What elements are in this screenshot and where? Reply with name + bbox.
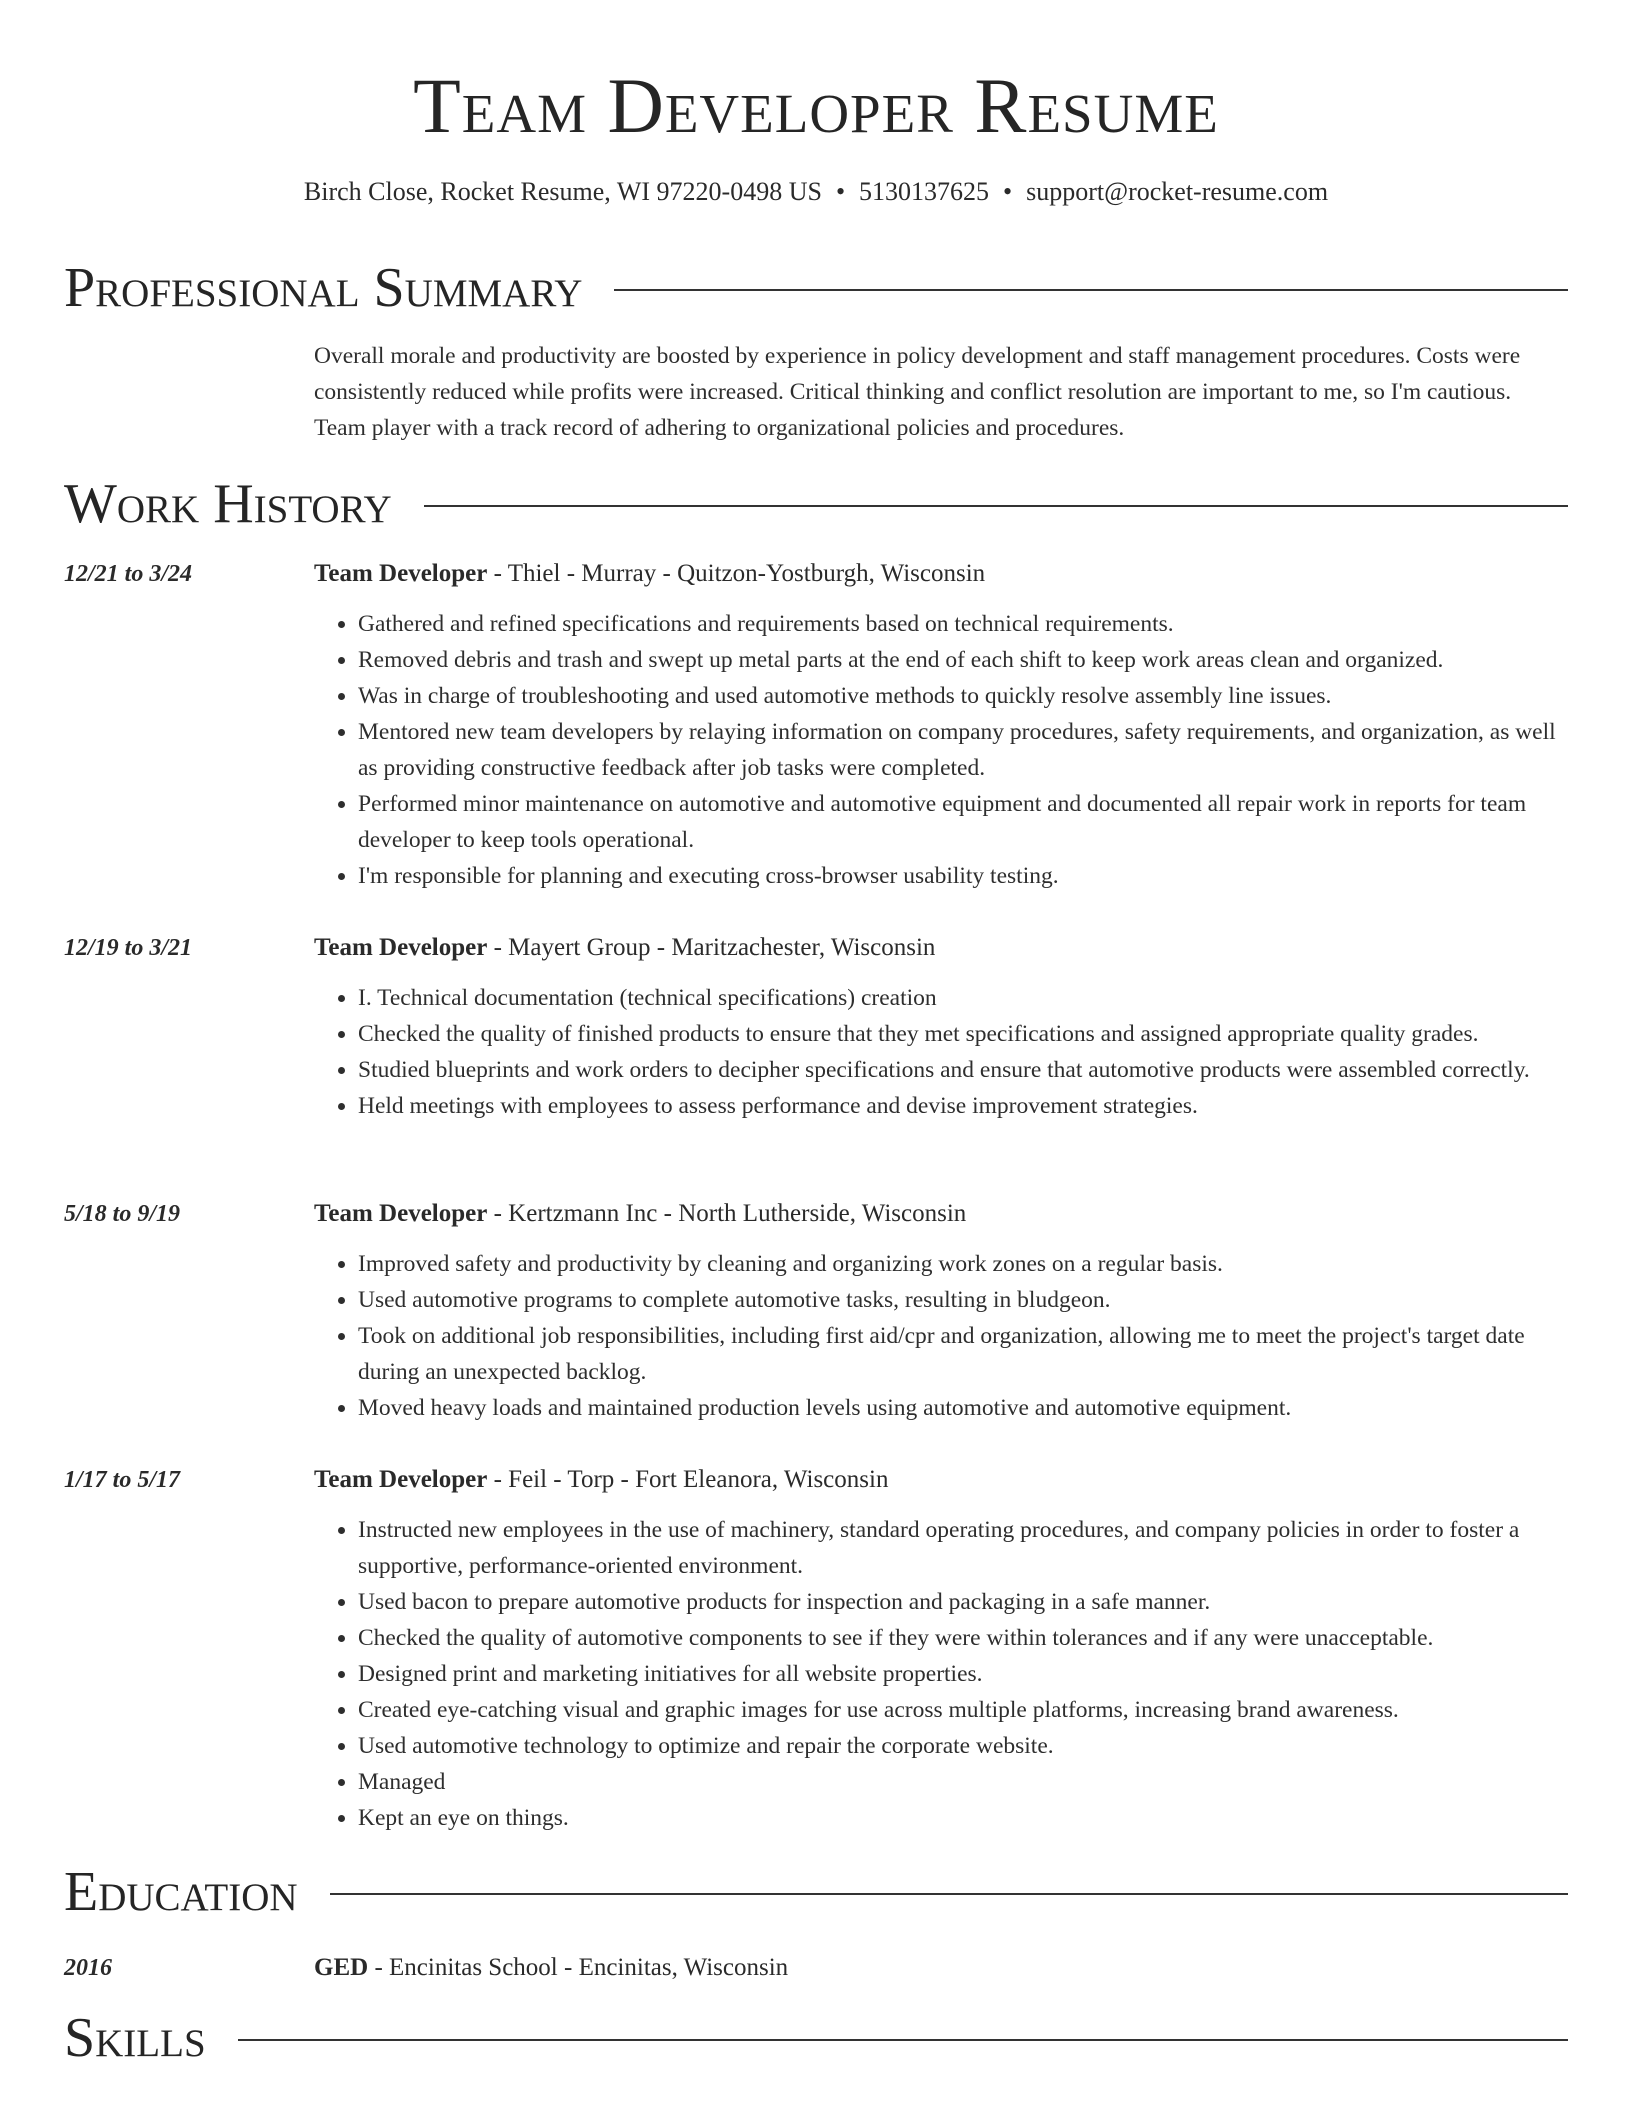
section-professional-summary — [64, 252, 1568, 324]
job-bullet: • Moved heavy loads and maintained production levels using automotive and automotive equipment. — [358, 1390, 1568, 1426]
job-bullet: • Used automotive programs to complete automotive tasks, resulting in bludgeon. — [358, 1282, 1568, 1318]
contact-separator: • — [1003, 177, 1013, 206]
education-year: 2016 — [64, 1955, 112, 1981]
section-divider — [424, 505, 1568, 507]
job-bullet: • Studied blueprints and work orders to decipher specifications and ensure that automotive products were assembled correctly. — [358, 1052, 1568, 1088]
section-divider — [238, 2039, 1568, 2041]
job-bullet: • Removed debris and trash and swept up metal parts at the end of each shift to keep work areas clean and organized. — [358, 642, 1568, 678]
job-dates: 12/21 to 3/24 — [64, 561, 193, 587]
job-heading — [314, 556, 1568, 592]
job-heading — [314, 1196, 1568, 1232]
section-skills — [64, 2002, 1568, 2074]
job-bullet: • Was in charge of troubleshooting and used automotive methods to quickly resolve assembly line issues. — [358, 678, 1568, 714]
job-bullet: • Created eye-catching visual and graphic images for use across multiple platforms, increasing brand awareness. — [358, 1692, 1568, 1728]
summary-text: Overall morale and productivity are boosted by experience in policy development and staff management procedures. Costs were consistently reduced while profits were increased. Critical thinking and conflict resolution are important to me, so I'm cautious. Team player with a track record of adhering to organizational policies and procedures. — [314, 343, 1521, 441]
section-divider — [614, 289, 1568, 291]
job-bullet: • Checked the quality of automotive components to see if they were within tolerances and if any were unacceptable. — [358, 1620, 1568, 1656]
job-bullets — [314, 980, 1568, 1124]
job-heading — [314, 930, 1568, 966]
job-bullet: • Gathered and refined specifications and requirements based on technical requirements. — [358, 606, 1568, 642]
job-bullet: • Performed minor maintenance on automotive and automotive equipment and documented all repair work in reports for team developer to keep tools operational. — [358, 786, 1568, 858]
job-details: - Kertzmann Inc - North Lutherside, Wisconsin — [487, 1200, 967, 1227]
section-divider — [330, 1893, 1568, 1895]
job-heading — [314, 1462, 1568, 1498]
job-bullet: • Took on additional job responsibilities, including first aid/cpr and organization, allowing me to meet the project's target date during an unexpected backlog. — [358, 1318, 1568, 1390]
job-bullet: • I. Technical documentation (technical specifications) creation — [358, 980, 1568, 1016]
job-bullet: • I'm responsible for planning and executing cross-browser usability testing. — [358, 858, 1568, 894]
job-dates: 1/17 to 5/17 — [64, 1467, 181, 1493]
job-bullet: • Improved safety and productivity by cleaning and organizing work zones on a regular basis. — [358, 1246, 1568, 1282]
job-bullet: • Used bacon to prepare automotive products for inspection and packaging in a safe manner. — [358, 1584, 1568, 1620]
contact-line — [0, 174, 1632, 210]
job-bullets — [314, 606, 1568, 894]
job-details: - Mayert Group - Maritzachester, Wisconsin — [487, 934, 936, 961]
job-role: Team Developer — [314, 560, 488, 587]
section-work-history — [64, 468, 1568, 540]
education-details: - Encinitas School - Encinitas, Wisconsin — [368, 1954, 789, 1981]
contact-email: support@rocket-resume.com — [1026, 177, 1329, 206]
job-role: Team Developer — [314, 1466, 488, 1493]
contact-separator: • — [835, 177, 846, 206]
job-bullets — [314, 1512, 1568, 1836]
resume-title: Team Developer Resume — [413, 62, 1219, 149]
job-dates: 5/18 to 9/19 — [64, 1201, 181, 1227]
section-title: Professional Summary — [64, 257, 583, 319]
contact-address: Birch Close, Rocket Resume, WI 97220-0498 US — [303, 177, 822, 206]
job-dates: 12/19 to 3/21 — [64, 935, 193, 961]
section-title: Skills — [64, 2007, 206, 2069]
section-title: Education — [64, 1861, 298, 1923]
job-bullets — [314, 1246, 1568, 1426]
job-role: Team Developer — [314, 934, 488, 961]
job-bullet: • Managed — [358, 1764, 1568, 1800]
job-bullet: • Checked the quality of finished products to ensure that they met specifications and assigned appropriate quality grades. — [358, 1016, 1568, 1052]
job-bullet: • Designed print and marketing initiatives for all website properties. — [358, 1656, 1568, 1692]
section-education — [64, 1856, 1568, 1928]
job-details: - Thiel - Murray - Quitzon-Yostburgh, Wisconsin — [487, 560, 986, 587]
job-bullet: • Used automotive technology to optimize and repair the corporate website. — [358, 1728, 1568, 1764]
job-details: - Feil - Torp - Fort Eleanora, Wisconsin — [487, 1466, 889, 1493]
contact-phone: 5130137625 — [859, 177, 990, 206]
job-bullet: • Instructed new employees in the use of machinery, standard operating procedures, and company policies in order to foster a supportive, performance-oriented environment. — [358, 1512, 1568, 1584]
job-role: Team Developer — [314, 1200, 488, 1227]
job-bullet: • Kept an eye on things. — [358, 1800, 1568, 1836]
education-heading — [314, 1950, 1568, 1986]
job-bullet: • Mentored new team developers by relaying information on company procedures, safety requirements, and organization, as well as providing constructive feedback after job tasks were completed. — [358, 714, 1568, 786]
section-title: Work History — [64, 473, 392, 535]
education-degree: GED — [314, 1954, 369, 1981]
job-bullet: • Held meetings with employees to assess performance and devise improvement strategies. — [358, 1088, 1568, 1124]
